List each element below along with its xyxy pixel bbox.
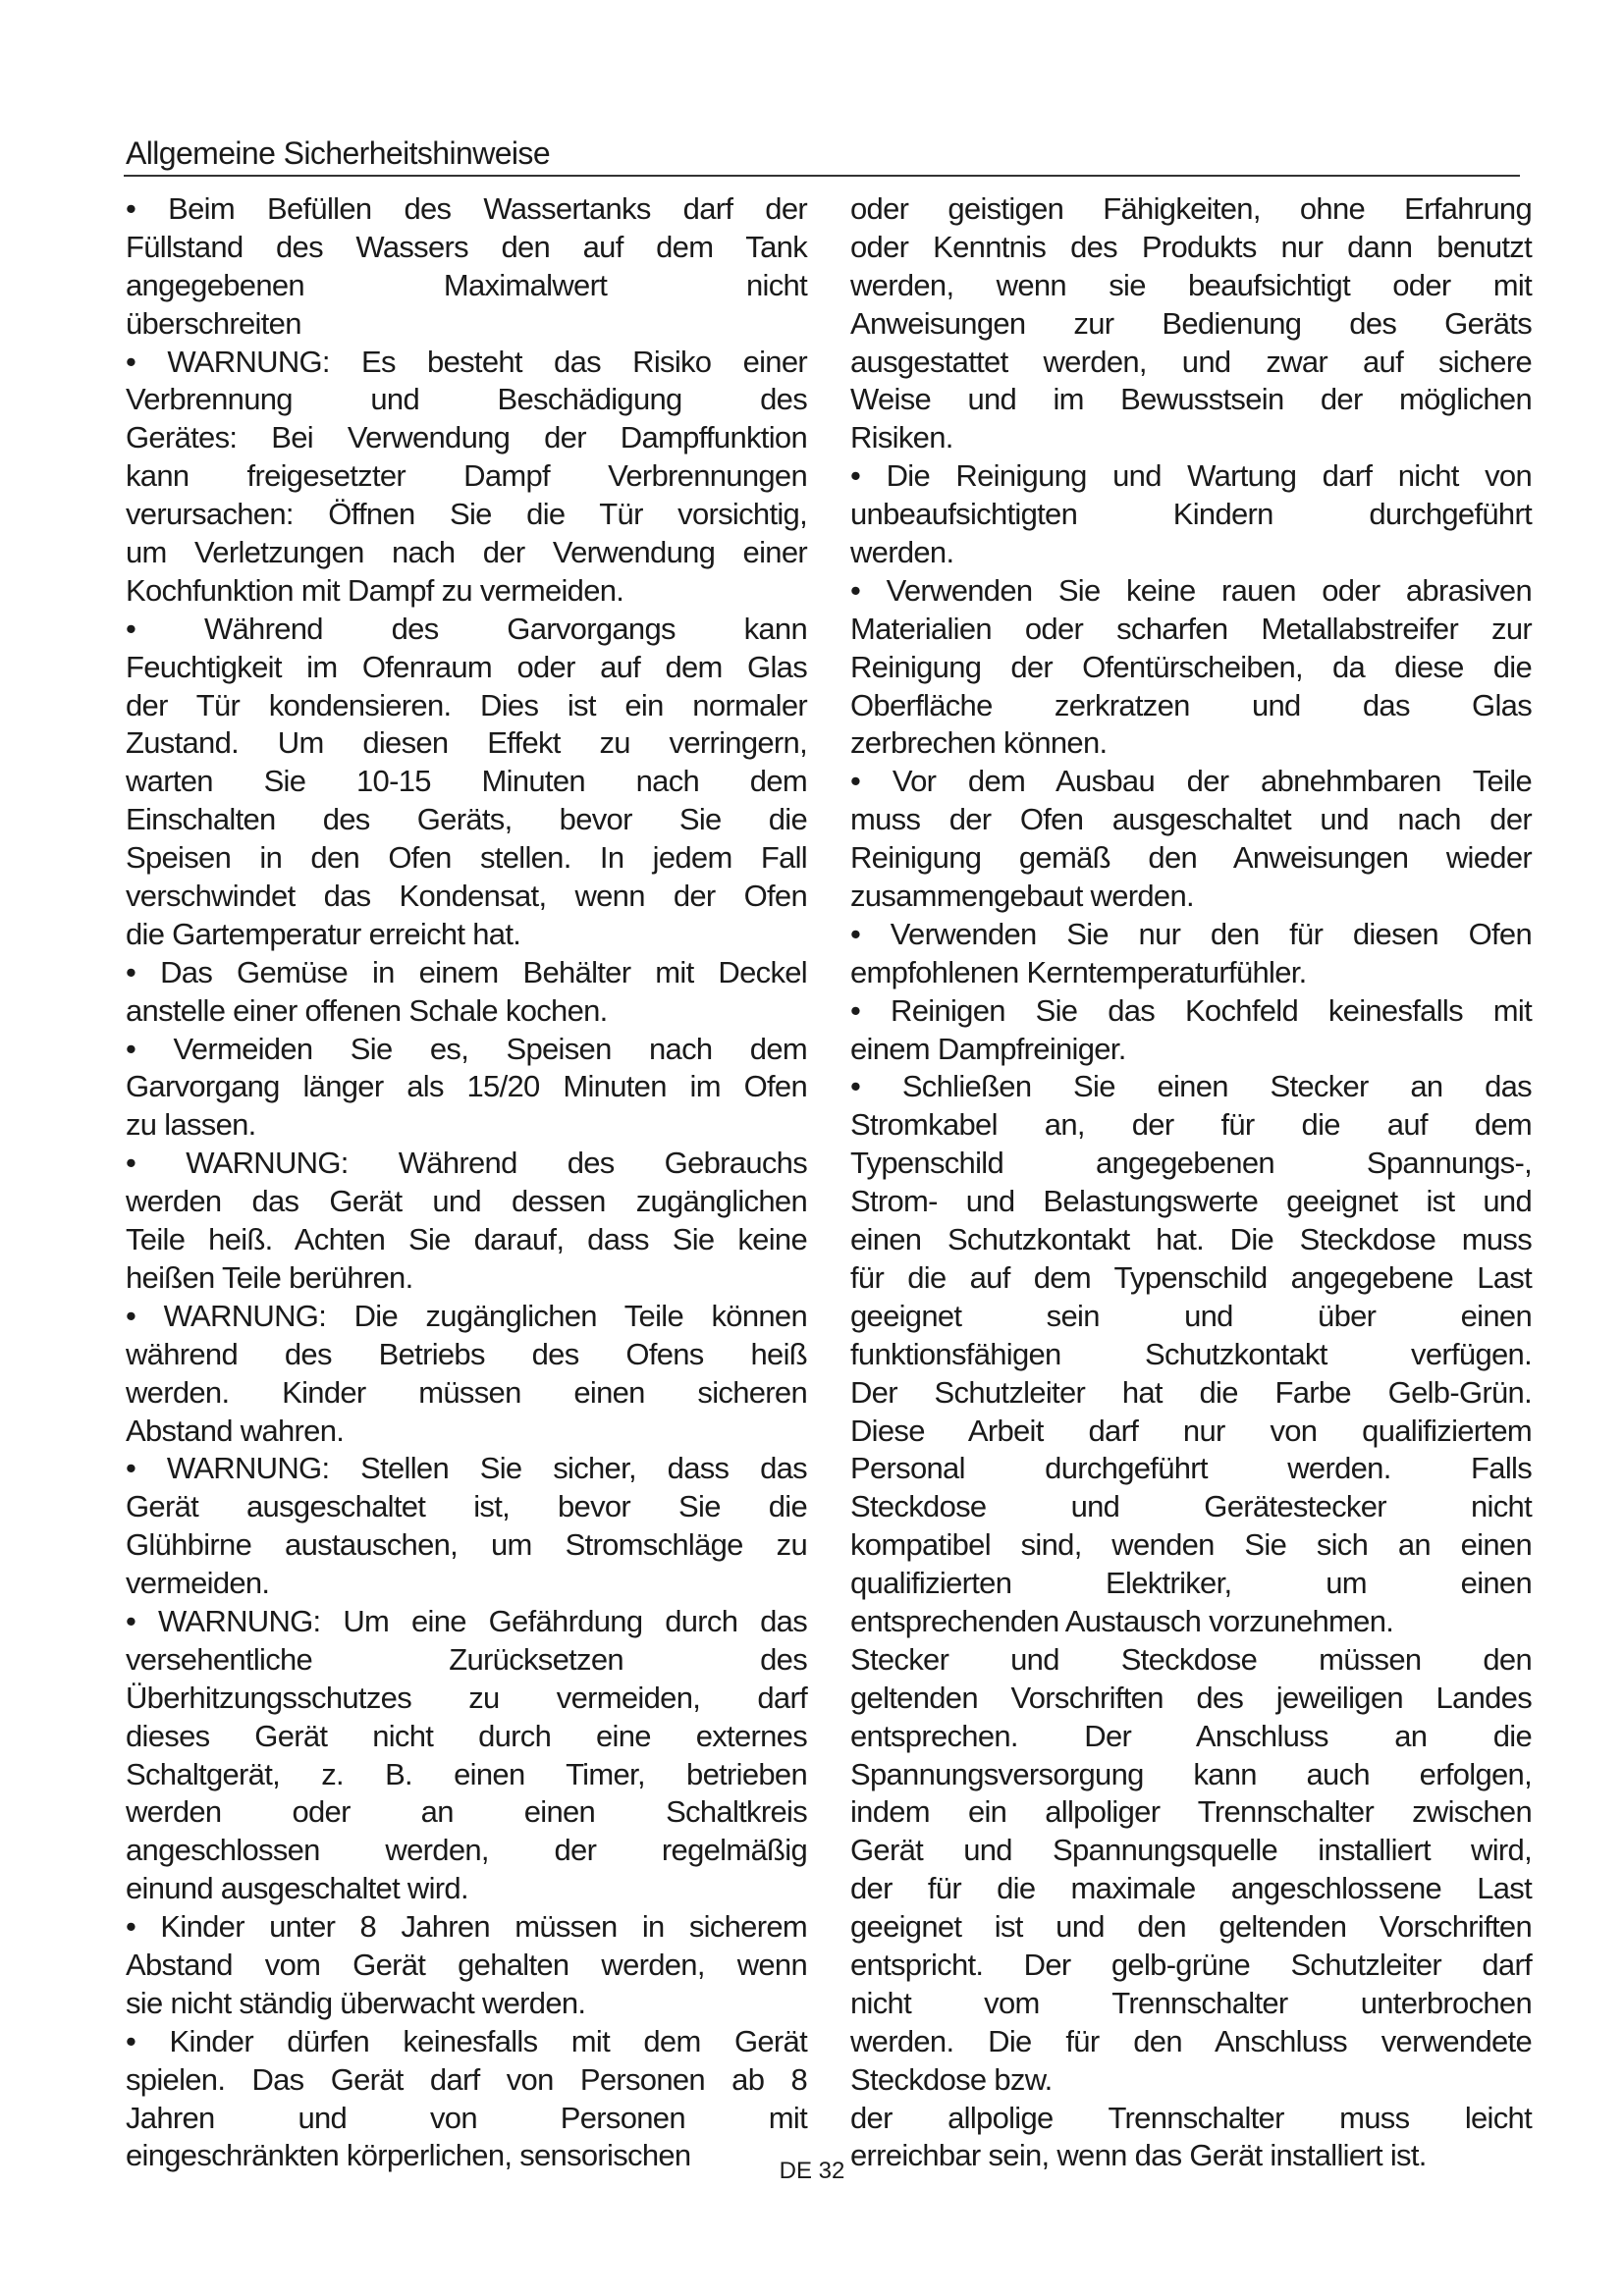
- text-line: Reinigung gemäß den Anweisungen wieder: [850, 840, 1532, 876]
- text-line: Kochfunktion mit Dampf zu vermeiden.: [126, 572, 624, 608]
- text-line: um Verletzungen nach der Verwendung einer: [126, 535, 807, 570]
- text-line: Gerät und Spannungsquelle installiert wird,: [850, 1833, 1532, 1868]
- text-line: erreichbar sein, wenn das Gerät installiert ist.: [850, 2138, 1427, 2173]
- text-line: der für die maximale angeschlossene Last: [850, 1871, 1532, 1906]
- text-line: • Vor dem Ausbau der abnehmbaren Teile: [850, 764, 1532, 799]
- text-line: für die auf dem Typenschild angegebene Last: [850, 1259, 1532, 1295]
- text-line: Steckdose und Gerätestecker nicht: [850, 1489, 1532, 1524]
- text-line: indem ein allpoliger Trennschalter zwischen: [850, 1794, 1532, 1830]
- text-line: geltenden Vorschriften des jeweiligen Landes: [850, 1680, 1532, 1715]
- text-line: werden. Die für den Anschluss verwendete: [850, 2023, 1532, 2058]
- text-line: Einschalten des Geräts, bevor Sie die: [126, 802, 807, 837]
- text-line: anstelle einer offenen Schale kochen.: [126, 992, 608, 1028]
- text-line: überschreiten: [126, 305, 301, 341]
- text-line: Überhitzungsschutzes zu vermeiden, darf: [126, 1680, 807, 1715]
- text-line: entspricht. Der gelb-grüne Schutzleiter darf: [850, 1947, 1532, 1982]
- text-line: • Die Reinigung und Wartung darf nicht von: [850, 458, 1532, 494]
- text-line: • WARNUNG: Um eine Gefährdung durch das: [126, 1603, 807, 1638]
- text-line: Teile heiß. Achten Sie darauf, dass Sie keine: [126, 1222, 807, 1257]
- text-line: Risiken.: [850, 420, 953, 455]
- text-line: Speisen in den Ofen stellen. In jedem Fall: [126, 840, 807, 876]
- page-number: DE 32: [779, 2158, 845, 2184]
- text-line: • Reinigen Sie das Kochfeld keinesfalls mit: [850, 992, 1532, 1028]
- text-line: einen Schutzkontakt hat. Die Steckdose muss: [850, 1222, 1532, 1257]
- text-line: kann freigesetzter Dampf Verbrennungen: [126, 458, 807, 494]
- text-line: empfohlenen Kerntemperaturfühler.: [850, 954, 1307, 989]
- text-line: die Gartemperatur erreicht hat.: [126, 916, 521, 951]
- text-line: während des Betriebs des Ofens heiß: [126, 1336, 807, 1371]
- text-line: • Verwenden Sie keine rauen oder abrasiven: [850, 572, 1532, 608]
- title-underline: [124, 175, 1520, 177]
- text-line: Gerätes: Bei Verwendung der Dampffunktion: [126, 420, 807, 455]
- text-line: sie nicht ständig überwacht werden.: [126, 1985, 586, 2020]
- text-line: Feuchtigkeit im Ofenraum oder auf dem Glas: [126, 649, 807, 684]
- text-line: Verbrennung und Beschädigung des: [126, 382, 807, 417]
- text-line: • Schließen Sie einen Stecker an das: [850, 1069, 1532, 1104]
- text-line: Stromkabel an, der für die auf dem: [850, 1107, 1532, 1143]
- text-line: geeignet sein und über einen: [850, 1298, 1532, 1333]
- text-line: Anweisungen zur Bedienung des Geräts: [850, 305, 1532, 341]
- text-line: zerbrechen können.: [850, 725, 1108, 761]
- text-line: zu lassen.: [126, 1107, 256, 1143]
- text-line: Diese Arbeit darf nur von qualifiziertem: [850, 1413, 1532, 1448]
- text-line: Zustand. Um diesen Effekt zu verringern,: [126, 725, 807, 761]
- section-title: Allgemeine Sicherheitshinweise: [126, 135, 551, 171]
- text-line: spielen. Das Gerät darf von Personen ab 8: [126, 2061, 807, 2097]
- text-line: Garvorgang länger als 15/20 Minuten im Ofen: [126, 1069, 807, 1104]
- text-line: Steckdose bzw.: [850, 2061, 1053, 2097]
- text-line: Glühbirne austauschen, um Stromschläge zu: [126, 1527, 807, 1563]
- text-line: einund ausgeschaltet wird.: [126, 1871, 468, 1906]
- text-line: werden.: [850, 535, 954, 570]
- text-line: oder geistigen Fähigkeiten, ohne Erfahrung: [850, 191, 1532, 226]
- text-line: werden das Gerät und dessen zugänglichen: [126, 1184, 807, 1219]
- text-line: Jahren und von Personen mit: [126, 2100, 807, 2135]
- text-line: werden oder an einen Schaltkreis: [126, 1794, 807, 1830]
- text-line: • WARNUNG: Während des Gebrauchs: [126, 1146, 807, 1181]
- text-line: kompatibel sind, wenden Sie sich an einen: [850, 1527, 1532, 1563]
- text-line: warten Sie 10-15 Minuten nach dem: [126, 764, 807, 799]
- text-line: Stecker und Steckdose müssen den: [850, 1641, 1532, 1677]
- text-line: der allpolige Trennschalter muss leicht: [850, 2100, 1532, 2135]
- text-line: verschwindet das Kondensat, wenn der Ofen: [126, 879, 807, 914]
- text-line: Typenschild angegebenen Spannungs-,: [850, 1146, 1532, 1181]
- text-line: eingeschränkten körperlichen, sensorischen: [126, 2138, 691, 2173]
- text-line: • WARNUNG: Stellen Sie sicher, dass das: [126, 1451, 807, 1486]
- text-line: funktionsfähigen Schutzkontakt verfügen.: [850, 1336, 1532, 1371]
- text-line: Der Schutzleiter hat die Farbe Gelb-Grün.: [850, 1374, 1532, 1410]
- text-line: ausgestattet werden, und zwar auf sichere: [850, 344, 1532, 379]
- text-line: Abstand wahren.: [126, 1413, 345, 1448]
- text-line: • Während des Garvorgangs kann: [126, 611, 807, 646]
- text-line: Personal durchgeführt werden. Falls: [850, 1451, 1532, 1486]
- text-line: • WARNUNG: Es besteht das Risiko einer: [126, 344, 807, 379]
- text-line: angeschlossen werden, der regelmäßig: [126, 1833, 807, 1868]
- text-line: muss der Ofen ausgeschaltet und nach der: [850, 802, 1532, 837]
- text-line: geeignet ist und den geltenden Vorschriften: [850, 1909, 1532, 1945]
- text-line: Gerät ausgeschaltet ist, bevor Sie die: [126, 1489, 807, 1524]
- text-line: Weise und im Bewusstsein der möglichen: [850, 382, 1532, 417]
- text-line: • WARNUNG: Die zugänglichen Teile können: [126, 1298, 807, 1333]
- text-line: Oberfläche zerkratzen und das Glas: [850, 687, 1532, 722]
- text-line: qualifizierten Elektriker, um einen: [850, 1566, 1532, 1601]
- text-line: angegebenen Maximalwert nicht: [126, 267, 807, 302]
- text-line: der Tür kondensieren. Dies ist ein normaler: [126, 687, 807, 722]
- text-line: entsprechen. Der Anschluss an die: [850, 1718, 1532, 1753]
- text-line: werden. Kinder müssen einen sicheren: [126, 1374, 807, 1410]
- text-line: • Vermeiden Sie es, Speisen nach dem: [126, 1031, 807, 1066]
- text-line: • Kinder unter 8 Jahren müssen in sicherem: [126, 1909, 807, 1945]
- text-line: • Verwenden Sie nur den für diesen Ofen: [850, 916, 1532, 951]
- text-line: nicht vom Trennschalter unterbrochen: [850, 1985, 1532, 2020]
- text-line: verursachen: Öffnen Sie die Tür vorsichtig,: [126, 497, 807, 532]
- text-line: unbeaufsichtigten Kindern durchgeführt: [850, 497, 1532, 532]
- right-text-column: [850, 190, 1532, 2175]
- text-line: werden, wenn sie beaufsichtigt oder mit: [850, 267, 1532, 302]
- text-line: • Beim Befüllen des Wassertanks darf der: [126, 191, 807, 226]
- text-line: zusammengebaut werden.: [850, 879, 1194, 914]
- text-line: Füllstand des Wassers den auf dem Tank: [126, 229, 807, 264]
- text-line: Schaltgerät, z. B. einen Timer, betrieben: [126, 1756, 807, 1791]
- text-line: Reinigung der Ofentürscheiben, da diese die: [850, 649, 1532, 684]
- text-line: Abstand vom Gerät gehalten werden, wenn: [126, 1947, 807, 1982]
- text-line: Strom- und Belastungswerte geeignet ist und: [850, 1184, 1532, 1219]
- text-line: • Das Gemüse in einem Behälter mit Deckel: [126, 954, 807, 989]
- text-line: vermeiden.: [126, 1566, 270, 1601]
- text-line: • Kinder dürfen keinesfalls mit dem Gerät: [126, 2023, 807, 2058]
- text-line: einem Dampfreiniger.: [850, 1031, 1126, 1066]
- left-text-column: [126, 190, 807, 2175]
- text-line: versehentliche Zurücksetzen des: [126, 1641, 807, 1677]
- text-line: heißen Teile berühren.: [126, 1259, 413, 1295]
- text-line: entsprechenden Austausch vorzunehmen.: [850, 1603, 1394, 1638]
- text-line: oder Kenntnis des Produkts nur dann benutzt: [850, 229, 1532, 264]
- text-line: dieses Gerät nicht durch eine externes: [126, 1718, 807, 1753]
- text-line: Spannungsversorgung kann auch erfolgen,: [850, 1756, 1532, 1791]
- text-line: Materialien oder scharfen Metallabstreifer zur: [850, 611, 1532, 646]
